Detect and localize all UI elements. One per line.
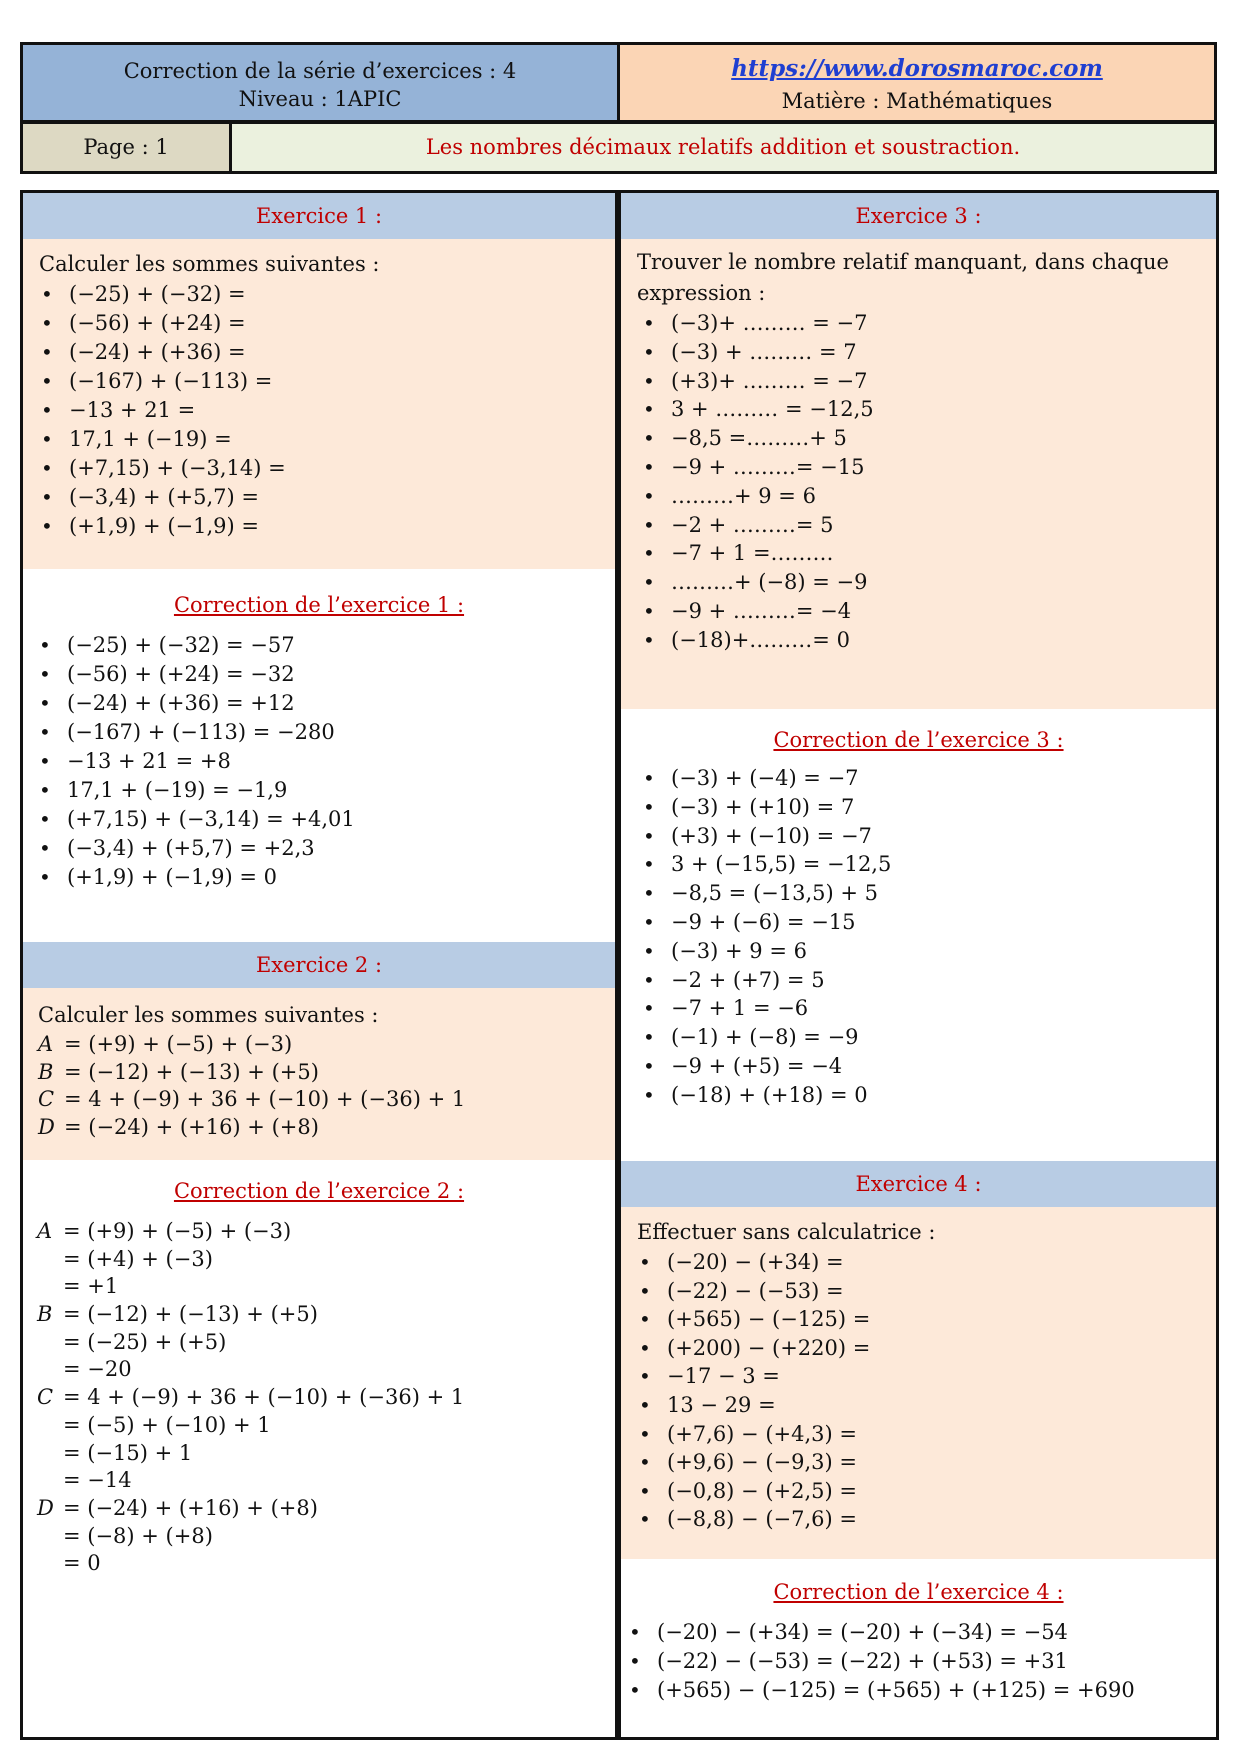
exercise-item: • (−20) − (+34) = xyxy=(637,1248,935,1277)
exercise-item: • (−3) + ……… = 7 xyxy=(641,338,1197,367)
equation-expression: = −14 xyxy=(63,1468,132,1493)
correction-step xyxy=(37,1523,464,1551)
correction-step xyxy=(37,1440,464,1468)
exercise-3-statement xyxy=(621,239,1216,709)
exercise-item: • 17,1 + (−19) = xyxy=(39,425,380,454)
correction-item: • (−1) + (−8) = −9 xyxy=(641,1023,891,1052)
equation-expression: = (−24) + (+16) + (+8) xyxy=(63,1495,318,1520)
exercise-item: • −7 + 1 =……… xyxy=(641,539,1197,568)
correction-2-list xyxy=(37,1218,464,1578)
exercise-item: • −9 + ………= −4 xyxy=(641,597,1197,626)
equation-label: A xyxy=(38,1032,54,1056)
equation-label: A xyxy=(37,1219,53,1243)
exercise-item: • (+7,15) + (−3,14) = xyxy=(39,454,380,483)
series-title: Correction de la série d’exercices : 4 xyxy=(123,59,517,83)
exercise-item: • (−18)+………= 0 xyxy=(641,626,1197,655)
equation-label: B xyxy=(38,1059,54,1084)
exercise-item: • 3 + ……… = −12,5 xyxy=(641,395,1197,424)
equation-expression: = (−5) + (−10) + 1 xyxy=(63,1412,271,1437)
exercise-item: • (+200) − (+220) = xyxy=(637,1334,935,1363)
equation-label: C xyxy=(37,1385,54,1410)
exercise-item: • (−0,8) − (+2,5) = xyxy=(637,1477,935,1506)
exercise-2-list xyxy=(38,1031,465,1141)
equation-label: D xyxy=(38,1114,55,1139)
exercise-item: • (−25) + (−32) = xyxy=(39,280,380,309)
correction-item: • (−56) + (+24) = −32 xyxy=(37,660,355,689)
equation-expression: = (−15) + 1 xyxy=(63,1440,193,1465)
exercise-item: • −8,5 =………+ 5 xyxy=(641,424,1197,453)
exercise-item: • (−167) + (−113) = xyxy=(39,367,380,396)
header-site-cell xyxy=(617,42,1217,123)
exercise-item: • ………+ 9 = 6 xyxy=(641,482,1197,511)
equation-expression: = (−25) + (+5) xyxy=(63,1329,227,1354)
exercise-3-list xyxy=(641,309,1197,655)
exercise-1-title: Exercice 1 : xyxy=(23,193,615,239)
exercise-item: • (−22) − (−53) = xyxy=(637,1277,935,1306)
correction-item: • −9 + (+5) = −4 xyxy=(641,1052,891,1081)
equation-expression: = (+4) + (−3) xyxy=(63,1246,213,1271)
correction-item: • (−20) − (+34) = (−20) + (−34) = −54 xyxy=(627,1618,1135,1647)
correction-item: • (−167) + (−113) = −280 xyxy=(37,718,355,747)
exercise-2-title: Exercice 2 : xyxy=(23,942,615,988)
exercise-item: • (−8,8) − (−7,6) = xyxy=(637,1505,935,1534)
correction-item: • (−22) − (−53) = (−22) + (+53) = +31 xyxy=(627,1647,1135,1676)
correction-item: • (−3,4) + (+5,7) = +2,3 xyxy=(37,834,355,863)
correction-1-list xyxy=(37,631,355,892)
correction-item: • −9 + (−6) = −15 xyxy=(641,908,891,937)
equation-expression: = (+9) + (−5) + (−3) xyxy=(63,1219,292,1243)
correction-step xyxy=(37,1273,464,1301)
left-column xyxy=(20,190,618,1740)
exercise-4-statement xyxy=(621,1207,1216,1559)
exercise-4-list xyxy=(637,1248,935,1534)
equation-expression: = (−12) + (−13) + (+5) xyxy=(64,1059,319,1084)
exercise-item xyxy=(38,1031,465,1059)
equation-label: D xyxy=(37,1495,54,1520)
exercise-3-instruction: Trouver le nombre relatif manquant, dans chaque expression : xyxy=(637,250,1169,305)
correction-step xyxy=(37,1218,464,1246)
equation-expression: = +1 xyxy=(63,1274,119,1299)
exercise-2-statement xyxy=(23,988,615,1160)
correction-step xyxy=(37,1495,464,1523)
correction-4-title: Correction de l’exercice 4 : xyxy=(773,1580,1064,1604)
exercise-item: • −2 + ………= 5 xyxy=(641,511,1197,540)
equation-expression: = (+9) + (−5) + (−3) xyxy=(64,1032,293,1056)
correction-item: • −2 + (+7) = 5 xyxy=(641,966,891,995)
correction-3-list xyxy=(641,764,891,1110)
equation-label: B xyxy=(37,1302,53,1327)
site-link[interactable]: https://www.dorosmaroc.com xyxy=(731,55,1103,82)
correction-item: • (−24) + (+36) = +12 xyxy=(37,689,355,718)
correction-1-title: Correction de l’exercice 1 : xyxy=(173,593,465,617)
exercise-item: • (+9,6) − (−9,3) = xyxy=(637,1448,935,1477)
correction-item: • (−3) + (−4) = −7 xyxy=(641,764,891,793)
correction-2-title: Correction de l’exercice 2 : xyxy=(173,1179,465,1203)
exercise-2-instruction: Calculer les sommes suivantes : xyxy=(38,1003,379,1027)
exercise-item: • 13 − 29 = xyxy=(637,1391,935,1420)
right-column xyxy=(618,190,1219,1740)
correction-item: • 17,1 + (−19) = −1,9 xyxy=(37,776,355,805)
page-number: Page : 1 xyxy=(20,121,232,174)
exercise-item: • −9 + ………= −15 xyxy=(641,453,1197,482)
exercise-item: • (−3)+ ……… = −7 xyxy=(641,309,1197,338)
equation-expression: = (−24) + (+16) + (+8) xyxy=(64,1114,319,1139)
exercise-item: • −17 − 3 = xyxy=(637,1362,935,1391)
equation-expression: = 4 + (−9) + 36 + (−10) + (−36) + 1 xyxy=(63,1385,465,1410)
exercise-1-instruction: Calculer les sommes suivantes : xyxy=(39,252,380,276)
correction-step xyxy=(37,1550,464,1578)
level-label: Niveau : 1APIC xyxy=(238,87,402,111)
subject-label: Matière : Mathématiques xyxy=(781,89,1053,113)
exercise-item: • (−24) + (+36) = xyxy=(39,338,380,367)
exercise-item: • (+3)+ ……… = −7 xyxy=(641,367,1197,396)
exercise-item: • (+1,9) + (−1,9) = xyxy=(39,512,380,541)
equation-label: C xyxy=(38,1087,55,1111)
correction-4-list xyxy=(627,1618,1135,1705)
exercise-1-statement xyxy=(23,239,615,569)
correction-item: • (+3) + (−10) = −7 xyxy=(641,822,891,851)
topic-title: Les nombres décimaux relatifs addition et soustraction. xyxy=(229,121,1217,174)
exercise-item: • −13 + 21 = xyxy=(39,396,380,425)
equation-expression: = 0 xyxy=(63,1551,101,1576)
correction-3-title: Correction de l’exercice 3 : xyxy=(773,728,1064,752)
exercise-1-list xyxy=(39,280,380,541)
exercise-3-title: Exercice 3 : xyxy=(621,193,1216,239)
correction-item: • (−18) + (+18) = 0 xyxy=(641,1081,891,1110)
correction-step xyxy=(37,1384,464,1412)
correction-step xyxy=(37,1246,464,1274)
correction-item: • 3 + (−15,5) = −12,5 xyxy=(641,850,891,879)
correction-item: • (+1,9) + (−1,9) = 0 xyxy=(37,863,355,892)
exercise-item: • ………+ (−8) = −9 xyxy=(641,568,1197,597)
exercise-4-title: Exercice 4 : xyxy=(621,1161,1216,1207)
exercise-4-instruction: Effectuer sans calculatrice : xyxy=(637,1220,936,1244)
correction-item: • −13 + 21 = +8 xyxy=(37,747,355,776)
correction-item: • (−3) + 9 = 6 xyxy=(641,937,891,966)
exercise-item: • (+7,6) − (+4,3) = xyxy=(637,1420,935,1449)
correction-item: • (−25) + (−32) = −57 xyxy=(37,631,355,660)
correction-item: • (−3) + (+10) = 7 xyxy=(641,793,891,822)
correction-step xyxy=(37,1356,464,1384)
correction-step xyxy=(37,1467,464,1495)
correction-step xyxy=(37,1412,464,1440)
correction-item: • (+7,15) + (−3,14) = +4,01 xyxy=(37,805,355,834)
equation-expression: = (−8) + (+8) xyxy=(63,1523,213,1548)
exercise-item: • (−56) + (+24) = xyxy=(39,309,380,338)
header-series-cell xyxy=(20,42,620,123)
exercise-item xyxy=(38,1059,465,1087)
equation-expression: = −20 xyxy=(63,1357,132,1382)
equation-expression: = (−12) + (−13) + (+5) xyxy=(63,1302,318,1327)
correction-step xyxy=(37,1301,464,1329)
exercise-item: • (−3,4) + (+5,7) = xyxy=(39,483,380,512)
correction-item: • (+565) − (−125) = (+565) + (+125) = +690 xyxy=(627,1676,1135,1705)
exercise-item xyxy=(38,1086,465,1114)
exercise-item xyxy=(38,1114,465,1142)
correction-step xyxy=(37,1329,464,1357)
exercise-item: • (+565) − (−125) = xyxy=(637,1305,935,1334)
equation-expression: = 4 + (−9) + 36 + (−10) + (−36) + 1 xyxy=(64,1087,466,1111)
correction-item: • −8,5 = (−13,5) + 5 xyxy=(641,879,891,908)
correction-item: • −7 + 1 = −6 xyxy=(641,994,891,1023)
